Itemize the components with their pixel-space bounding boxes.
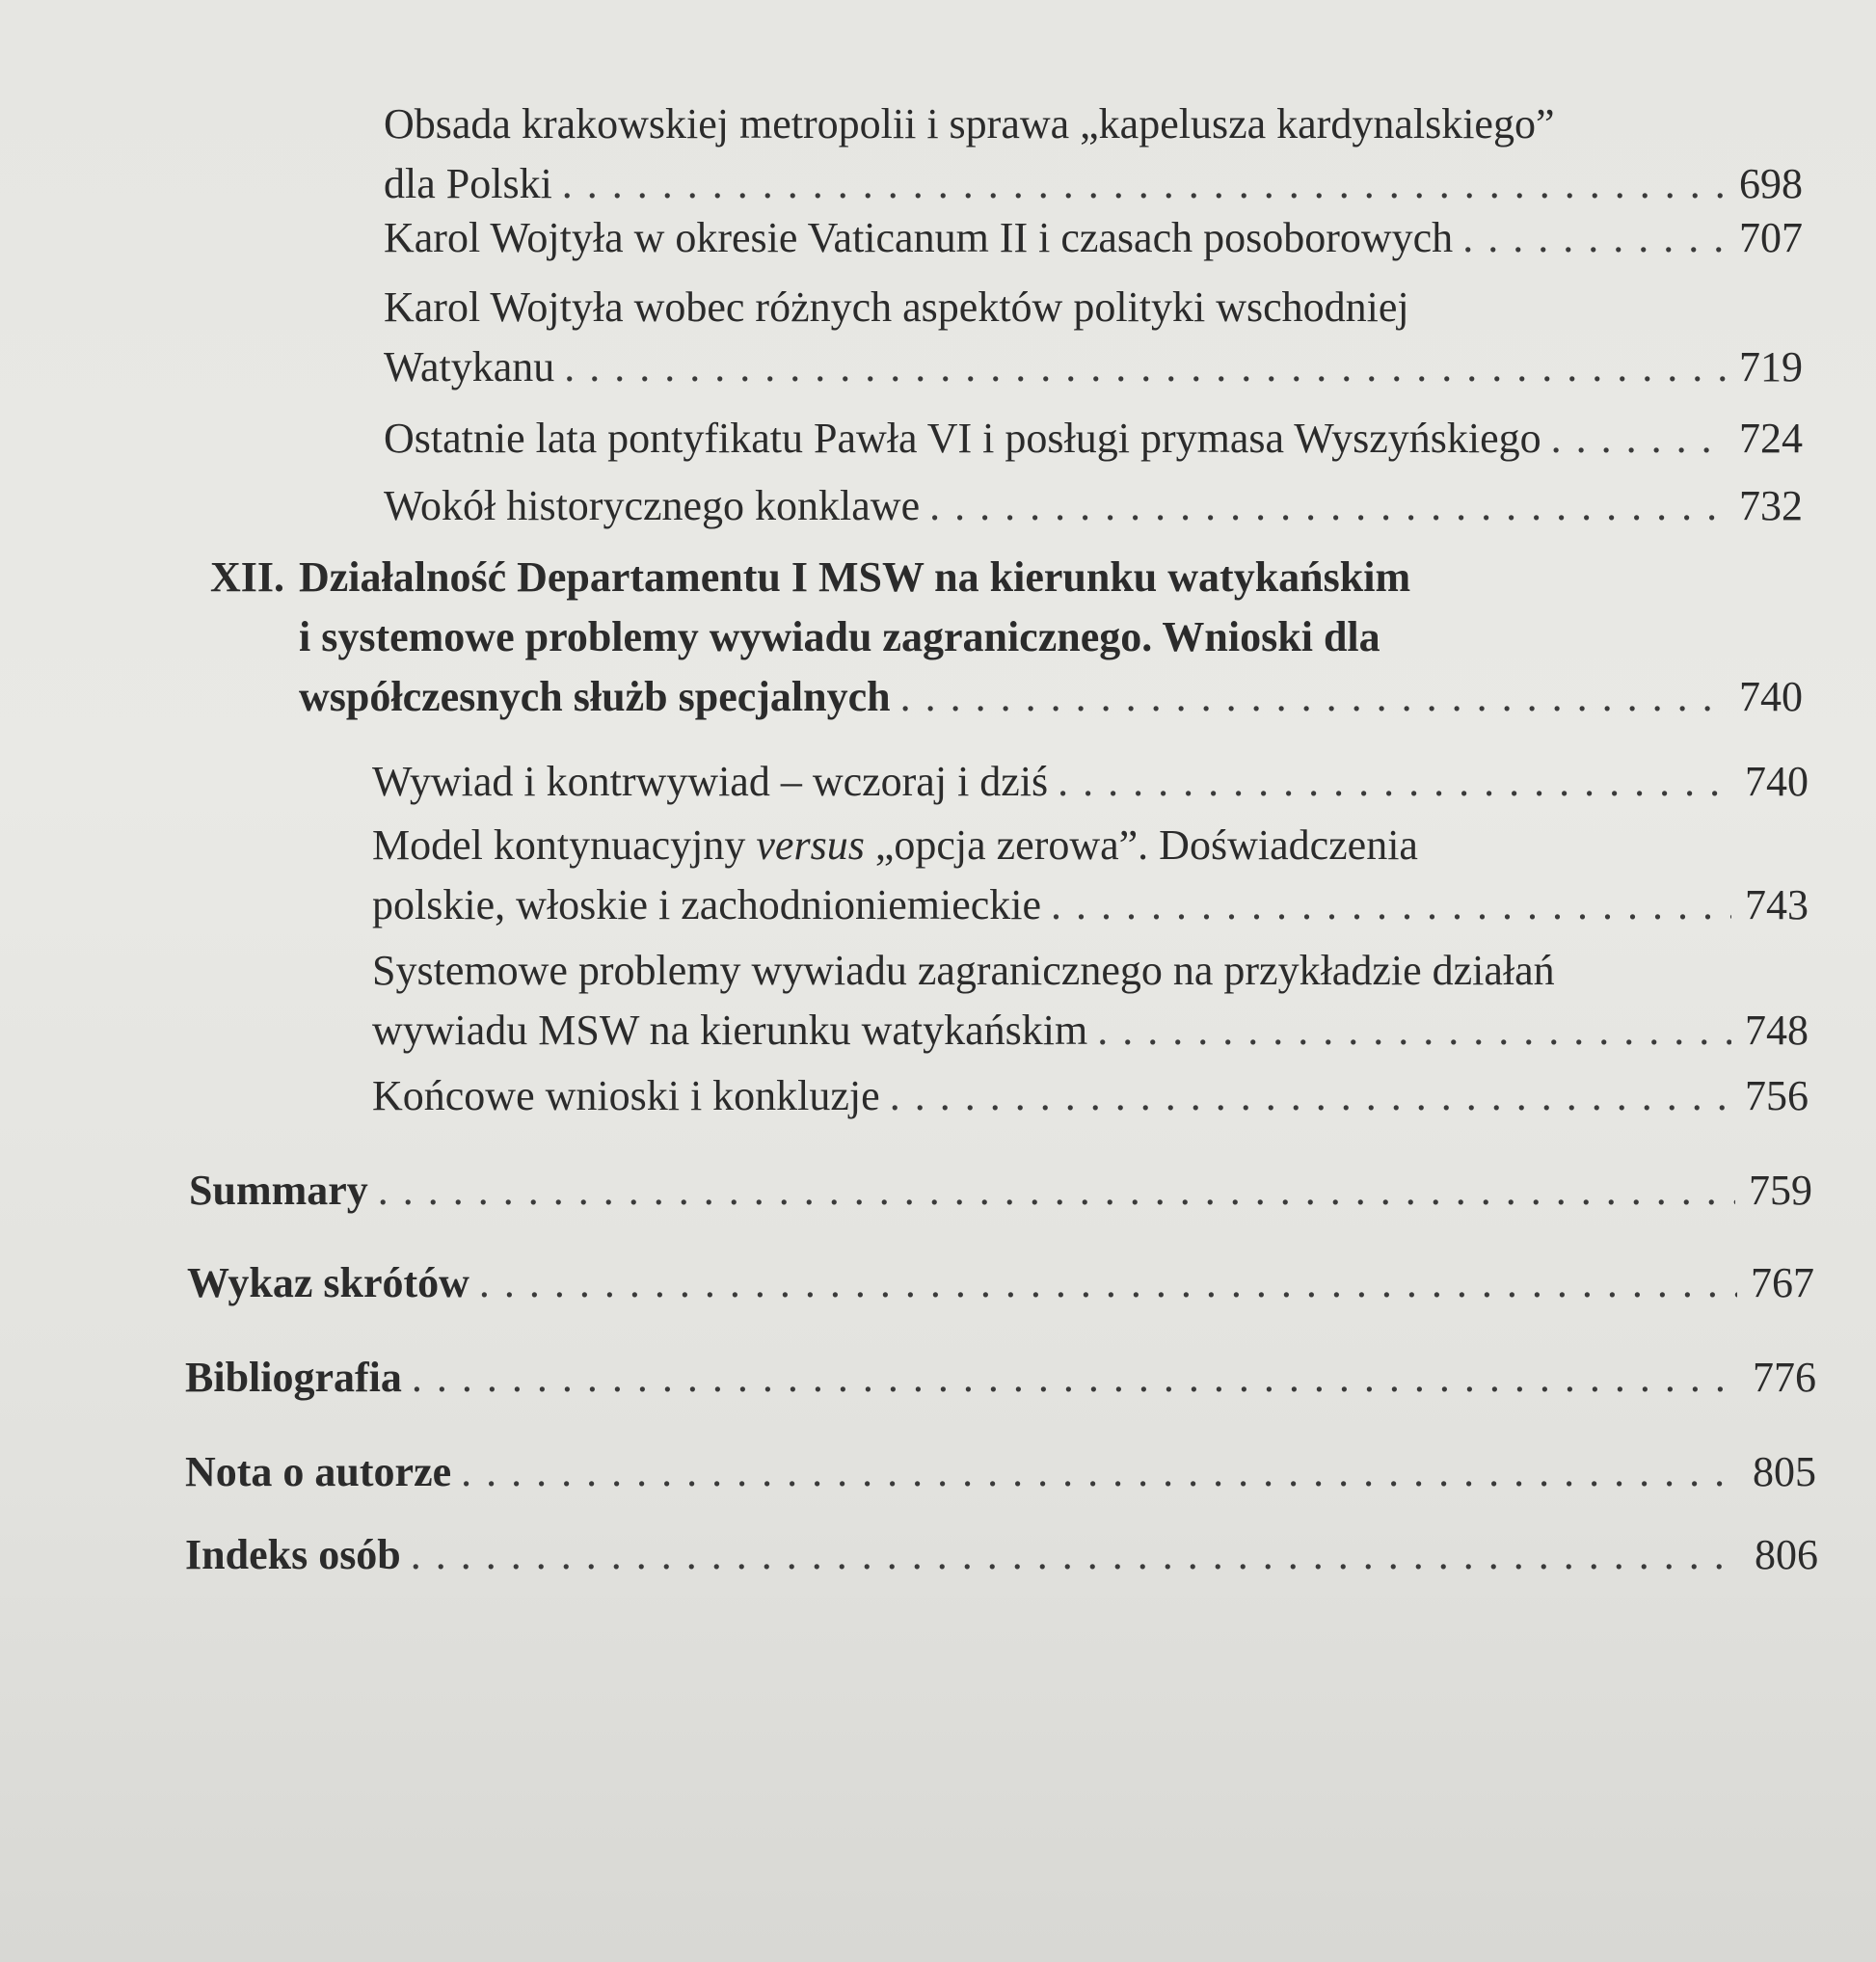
toc-entry-pawel-vi xyxy=(384,409,1803,469)
toc-entry-wywiad xyxy=(372,752,1809,812)
dot-leader xyxy=(1058,752,1731,812)
entry-text: Model kontynuacyjny versus „opcja zerowa”. Doświadczenia xyxy=(372,821,1418,869)
page-number: 743 xyxy=(1745,881,1809,928)
entry-text: Bibliografia xyxy=(185,1354,402,1401)
entry-text: Wokół historycznego konklawe xyxy=(384,482,921,529)
page-number: 776 xyxy=(1753,1354,1816,1401)
toc-entry-systemowe-problemy xyxy=(372,941,1809,1061)
entry-text: wywiadu MSW na kierunku watykańskim xyxy=(372,1007,1088,1054)
page-number: 732 xyxy=(1739,482,1803,529)
page-number: 805 xyxy=(1753,1448,1816,1495)
dot-leader xyxy=(564,337,1726,397)
toc-entry-obsada xyxy=(384,94,1803,214)
dot-leader xyxy=(929,476,1726,536)
dot-leader xyxy=(890,1066,1731,1126)
page-number: 698 xyxy=(1739,160,1803,207)
entry-text: Systemowe problemy wywiadu zagranicznego na przykładzie działań xyxy=(372,947,1555,994)
dot-leader xyxy=(479,1253,1737,1313)
dot-leader xyxy=(1551,409,1726,469)
toc-entry-indeks-osob xyxy=(185,1525,1818,1585)
entry-text: Wykaz skrótów xyxy=(187,1259,469,1306)
chapter-title: Działalność Departamentu I MSW na kierunku watykańskim xyxy=(299,553,1411,601)
entry-text: Wywiad i kontrwywiad – wczoraj i dziś xyxy=(372,758,1049,805)
page-number: 806 xyxy=(1755,1531,1818,1578)
page-number: 756 xyxy=(1745,1072,1809,1119)
entry-text: Watykanu xyxy=(384,343,555,390)
entry-text: Karol Wojtyła wobec różnych aspektów polityki wschodniej xyxy=(384,283,1409,331)
entry-text: Obsada krakowskiej metropolii i sprawa „kapelusza kardynalskiego” xyxy=(384,100,1555,148)
chapter-number: XII. xyxy=(210,553,285,601)
entry-text: Nota o autorze xyxy=(185,1448,452,1495)
page-number: 748 xyxy=(1745,1007,1809,1054)
toc-entry-summary xyxy=(189,1161,1812,1221)
dot-leader xyxy=(900,667,1726,727)
toc-entry-nota-o-autorze xyxy=(185,1442,1816,1502)
dot-leader xyxy=(562,154,1726,214)
toc-entry-bibliografia xyxy=(185,1348,1816,1408)
chapter-title: i systemowe problemy wywiadu zagranicznego. Wnioski dla xyxy=(299,613,1380,660)
entry-text: Karol Wojtyła w okresie Vaticanum II i czasach posoborowych xyxy=(384,214,1454,261)
dot-leader xyxy=(412,1348,1739,1408)
page-number: 767 xyxy=(1751,1259,1814,1306)
toc-entry-koncowe-wnioski xyxy=(372,1066,1809,1126)
chapter-title: współczesnych służb specjalnych xyxy=(299,673,891,720)
page-number: 724 xyxy=(1739,415,1803,462)
toc-entry-vaticanum xyxy=(384,208,1803,268)
dot-leader xyxy=(1097,1001,1731,1061)
italic-versus: versus xyxy=(756,821,865,869)
entry-text: Indeks osób xyxy=(185,1531,401,1578)
dot-leader xyxy=(378,1161,1735,1221)
page-number: 740 xyxy=(1739,673,1803,720)
toc-entry-wykaz-skrotow xyxy=(187,1253,1814,1313)
toc-entry-polityka-wschodnia xyxy=(384,278,1803,397)
entry-text: polskie, włoskie i zachodnioniemieckie xyxy=(372,881,1042,928)
toc-entry-konklawe xyxy=(384,476,1803,536)
page-number: 740 xyxy=(1745,758,1809,805)
dot-leader xyxy=(1051,875,1731,935)
entry-text: Ostatnie lata pontyfikatu Pawła VI i posługi prymasa Wyszyńskiego xyxy=(384,415,1541,462)
page-number: 719 xyxy=(1739,343,1803,390)
toc-entry-model-kontynuacyjny xyxy=(372,816,1809,935)
dot-leader xyxy=(1462,208,1726,268)
entry-text: dla Polski xyxy=(384,160,552,207)
entry-text: Summary xyxy=(189,1167,368,1214)
toc-chapter-xii xyxy=(210,548,1803,727)
page-number: 759 xyxy=(1749,1167,1812,1214)
dot-leader xyxy=(461,1442,1739,1502)
page-number: 707 xyxy=(1739,214,1803,261)
entry-text: Końcowe wnioski i konkluzje xyxy=(372,1072,880,1119)
dot-leader xyxy=(411,1525,1741,1585)
